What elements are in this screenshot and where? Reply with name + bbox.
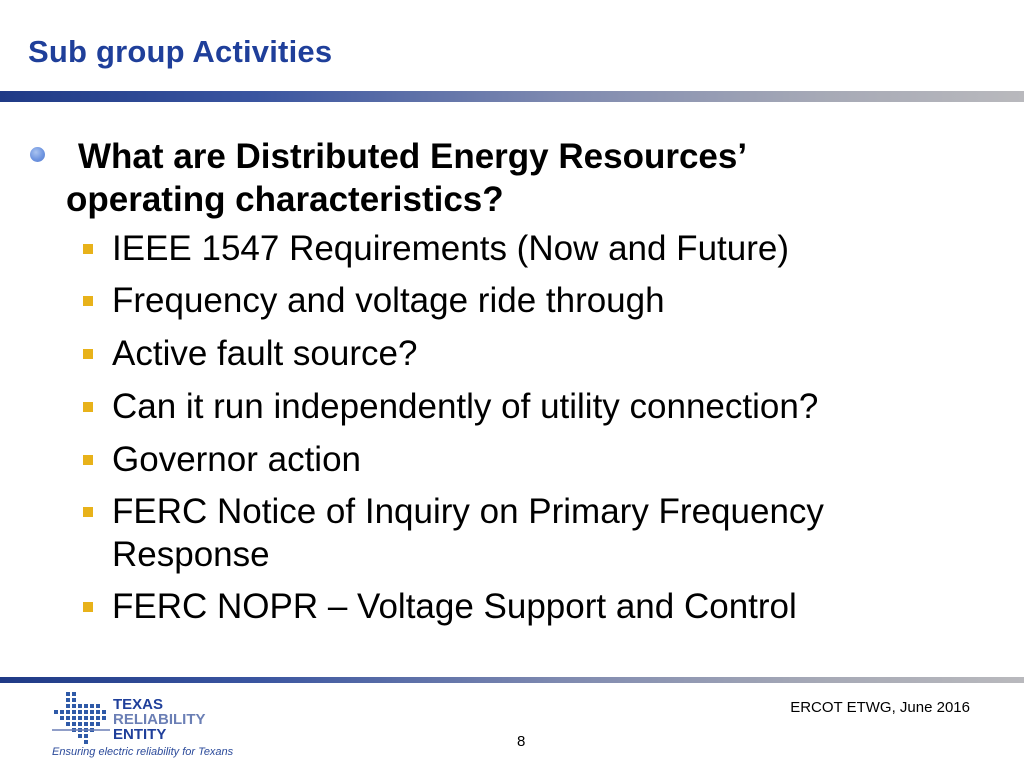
sub-bullet-marker [83, 244, 93, 254]
logo-wordmark [113, 697, 206, 742]
slide-title: Sub group Activities [28, 34, 333, 69]
sub-bullet-marker [83, 296, 93, 306]
sub-bullet-text: Governor action [112, 440, 362, 479]
logo-line1: TEXAS [113, 696, 164, 713]
sub-bullet-text: Can it run independently of utility connection? [112, 387, 819, 426]
sub-bullet-text: IEEE 1547 Requirements (Now and Future) [112, 229, 789, 268]
texas-reliability-entity-logo [50, 690, 234, 762]
footer-divider [0, 677, 1024, 683]
title-divider [0, 91, 1024, 102]
sub-bullet-marker [83, 349, 93, 359]
sub-bullet-text: FERC Notice of Inquiry on Primary Frequency Response [112, 492, 824, 574]
sub-bullet-text: Active fault source? [112, 334, 418, 373]
texas-map-icon [50, 690, 112, 746]
main-bullet-dot [30, 147, 45, 162]
sub-bullet-text: Frequency and voltage ride through [112, 281, 665, 320]
footer-event: ERCOT ETWG, June 2016 [790, 699, 970, 716]
sub-bullet-marker [83, 507, 93, 517]
logo-tagline: Ensuring electric reliability for Texans [52, 746, 234, 758]
page-number: 8 [517, 733, 526, 750]
sub-bullet-marker [83, 402, 93, 412]
sub-bullet-marker [83, 455, 93, 465]
sub-bullet-marker [83, 602, 93, 612]
logo-line3: ENTITY [113, 726, 167, 743]
main-bullet-text: What are Distributed Energy Resources’ operating characteristics? [66, 137, 746, 219]
logo-line2: RELIABILITY [113, 711, 206, 728]
sub-bullet-text: FERC NOPR – Voltage Support and Control [112, 587, 797, 626]
